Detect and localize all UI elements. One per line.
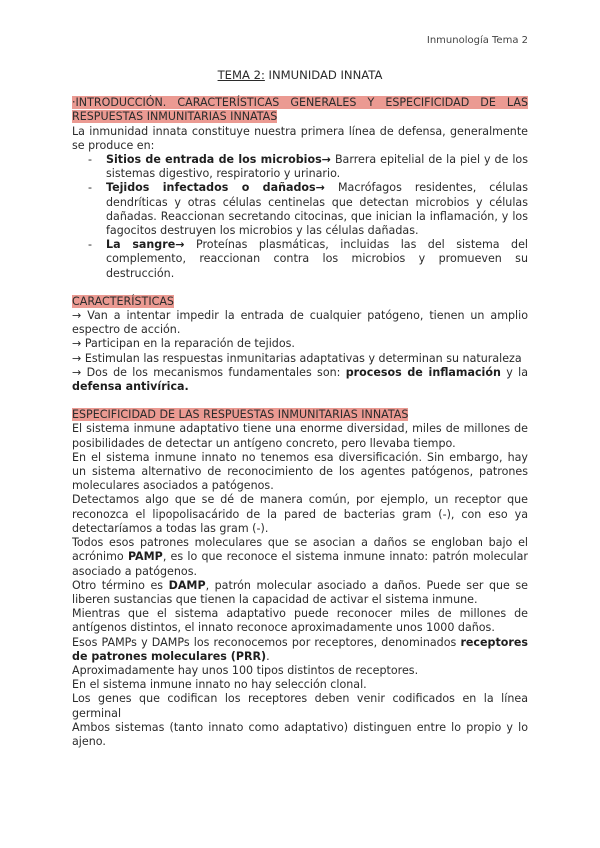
title-text: INMUNIDAD INNATA — [264, 68, 383, 82]
caracteristicas-heading — [72, 295, 528, 309]
bold-term: procesos de inflamación — [345, 365, 501, 379]
list-item-term: Sitios de entrada de los microbios→ — [106, 153, 331, 167]
bold-term: DAMP — [168, 578, 206, 592]
list-item-text: Macrófagos residentes, células dendríticas y otras células centinelas que detectan microbios y células dañadas. Reaccionan secretando citocinas, que inician la inflamación, y los fagocitos destruyen los microbios y las células dañadas. — [106, 181, 528, 238]
text-run: Otro término es — [72, 578, 169, 592]
paragraph — [72, 536, 528, 579]
paragraph — [72, 579, 528, 607]
bold-term: defensa antivírica. — [72, 380, 189, 394]
page-content — [72, 68, 528, 749]
paragraph: Ambos sistemas (tanto innato como adaptativo) distinguen entre lo propio y lo ajeno. — [72, 720, 528, 748]
paragraph: Detectamos algo que se dé de manera común, por ejemplo, un receptor que reconozca el lipopolisacárido de la pared de bacterias gram (-), con eso ya detectaríamos a todas las gram (-). — [72, 493, 528, 535]
bold-term: PAMP — [127, 550, 163, 564]
list-item — [106, 153, 528, 181]
caracteristicas-line: → Participan en la reparación de tejidos. — [72, 337, 295, 351]
intro-lead: La inmunidad innata constituye nuestra primera línea de defensa, generalmente se produce en: — [72, 124, 528, 152]
especificidad-heading — [72, 408, 528, 422]
list-item-text: Proteínas plasmáticas, incluidas las del sistema del complemento, reaccionan contra los microbios y promueven su destrucción. — [106, 238, 528, 280]
caracteristicas-heading-text: CARACTERÍSTICAS — [72, 294, 174, 308]
running-header: Inmunología Tema 2 — [426, 35, 528, 46]
paragraph: El sistema inmune adaptativo tiene una enorme diversidad, miles de millones de posibilidades de detectar un antígeno concreto, pero llevaba tiempo. — [72, 422, 528, 450]
paragraph: Los genes que codifican los receptores deben venir codificados en la línea germinal — [72, 692, 528, 720]
text-run: Esos PAMPs y DAMPs los reconocemos por receptores, denominados — [72, 635, 461, 649]
text-run: . — [266, 649, 270, 663]
document-title — [72, 68, 528, 82]
especificidad-heading-text: ESPECIFICIDAD DE LAS RESPUESTAS INMUNITARIAS INNATAS — [72, 408, 409, 422]
list-item-term: La sangre→ — [106, 238, 185, 252]
paragraph: En el sistema inmune innato no hay selección clonal. — [72, 678, 367, 692]
paragraph — [72, 636, 528, 664]
text-run: Todos esos patrones moleculares que se asocian a daños se engloban bajo el acrónimo — [72, 536, 528, 564]
intro-heading-text: ·INTRODUCCIÓN. CARACTERÍSTICAS GENERALES Y ESPECIFICIDAD DE LAS RESPUESTAS INMUNITARIAS INNATAS — [72, 96, 528, 124]
paragraph: Mientras que el sistema adaptativo puede reconocer miles de millones de antígenos distintos, el innato reconoce aproximadamente unos 1000 daños. — [72, 607, 528, 635]
bold-term: receptores de patrones moleculares (PRR) — [72, 635, 528, 663]
list-item-text: Barrera epitelial de la piel y de los sistemas digestivo, respiratorio y urinario. — [106, 153, 528, 181]
text-run: y la — [500, 365, 528, 379]
caracteristicas-line-last — [72, 366, 528, 394]
text-run: → Dos de los mecanismos fundamentales son: — [72, 365, 346, 379]
caracteristicas-line: → Van a intentar impedir la entrada de cualquier patógeno, tienen un amplio espectro de acción. — [72, 309, 528, 337]
list-item-term: Tejidos infectados o dañados→ — [106, 181, 325, 195]
intro-heading — [72, 96, 528, 124]
text-run: , patrón molecular asociado a daños. Puede ser que se liberen sustancias que tienen la capacidad de activar el sistema inmune. — [72, 578, 528, 606]
spacer — [72, 281, 528, 295]
paragraph: En el sistema inmune innato no tenemos esa diversificación. Sin embargo, hay un sistema alternativo de reconocimiento de los agentes patógenos, patrones moleculares asociados a patógenos. — [72, 450, 528, 493]
list-item — [106, 238, 528, 281]
paragraph: Aproximadamente hay unos 100 tipos distintos de receptores. — [72, 663, 419, 677]
intro-list — [72, 153, 528, 281]
spacer — [72, 394, 528, 408]
caracteristicas-line: → Estimulan las respuestas inmunitarias adaptativas y determinan su naturaleza — [72, 351, 522, 365]
list-item — [106, 181, 528, 238]
title-label: TEMA 2: — [217, 68, 265, 82]
text-run: , es lo que reconoce el sistema inmune innato: patrón molecular asociado a patógenos. — [72, 550, 528, 578]
